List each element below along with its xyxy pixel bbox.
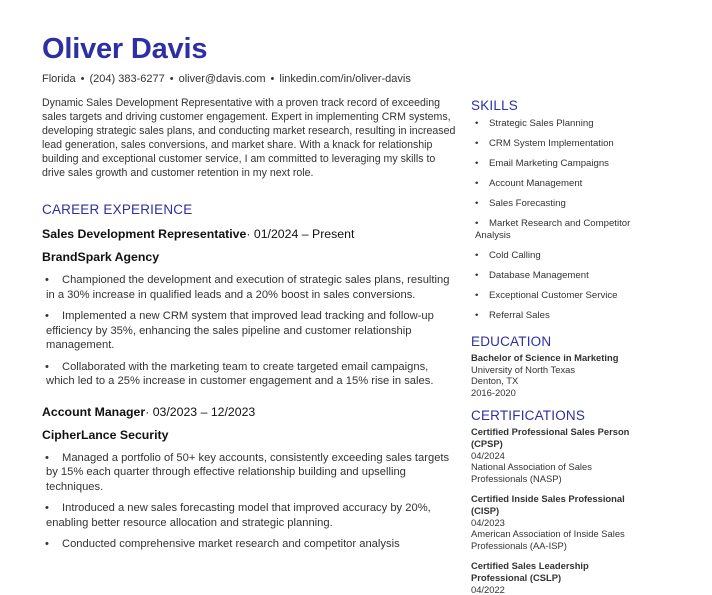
bullet-dot: • bbox=[475, 270, 479, 281]
certification-entry bbox=[471, 493, 636, 551]
job-bullet: • Implemented a new CRM system that improved lead tracking and follow-up efficiency by 35%, enhancing the sales pipeline and customer relationship management. bbox=[45, 310, 434, 351]
certification-date: 04/2023 bbox=[471, 516, 505, 528]
job-bullet: • Collaborated with the marketing team to create targeted email campaigns, which led to a 25% increase in customer engagement and a 15% rise in sales. bbox=[45, 360, 434, 387]
bullet-dot: • bbox=[475, 178, 479, 189]
certification-entry bbox=[471, 426, 636, 484]
job-dates: · 01/2024 – Present bbox=[246, 227, 355, 241]
certification-issuer: American Association of Inside Sales Professionals (AA-ISP) bbox=[471, 528, 625, 551]
bullet-dot: • bbox=[475, 250, 479, 261]
sidebar-column bbox=[471, 98, 636, 595]
job-bullet: • Introduced a new sales forecasting model that improved accuracy by 20%, enabling better resource allocation and strategic planning. bbox=[45, 502, 431, 529]
contact-separator: • bbox=[270, 73, 275, 85]
job-role: Account Manager bbox=[42, 404, 146, 419]
job-bullets bbox=[42, 451, 456, 552]
certification-name: Certified Professional Sales Person (CPSP) bbox=[471, 426, 630, 449]
job-company: CipherLance Security bbox=[42, 427, 169, 442]
job-company: BrandSpark Agency bbox=[42, 250, 160, 264]
bullet-dot: • bbox=[45, 451, 49, 464]
skill-item: • Database Management bbox=[475, 270, 589, 281]
skill-item: • Market Research and Competitor Analysis bbox=[475, 218, 631, 241]
contact-linkedin: linkedin.com/in/oliver-davis bbox=[279, 73, 411, 85]
skill-item: • Strategic Sales Planning bbox=[475, 118, 594, 129]
certification-name: Certified Sales Leadership Professional (CSLP) bbox=[471, 560, 589, 583]
skill-item: • Exceptional Customer Service bbox=[475, 290, 618, 301]
job-bullet: • Championed the development and execution of strategic sales plans, resulting in a 30% increase in qualified leads and a 20% boost in sales conversions. bbox=[45, 274, 450, 301]
bullet-dot: • bbox=[45, 310, 49, 322]
job-role: Sales Development Representative bbox=[42, 227, 247, 241]
skill-item: • Sales Forecasting bbox=[475, 198, 566, 209]
contact-phone: (204) 383-6277 bbox=[89, 73, 165, 85]
education-heading: EDUCATION bbox=[471, 334, 552, 349]
job-bullet: • Managed a portfolio of 50+ key accounts, consistently exceeding sales targets by 15% each quarter through effective relationship building and upselling techniques. bbox=[45, 451, 450, 493]
skill-item: • Email Marketing Campaigns bbox=[475, 158, 609, 169]
bullet-dot: • bbox=[45, 274, 49, 286]
job-title-line bbox=[42, 227, 456, 241]
candidate-name: Oliver Davis bbox=[42, 33, 208, 65]
education-location: Denton, TX bbox=[471, 375, 519, 387]
certification-date: 04/2022 bbox=[471, 583, 505, 595]
job-entry bbox=[42, 227, 456, 389]
experience-heading: CAREER EXPERIENCE bbox=[42, 202, 193, 217]
education-entry bbox=[471, 352, 636, 398]
skill-item: • Referral Sales bbox=[475, 310, 550, 321]
bullet-dot: • bbox=[475, 138, 479, 149]
contact-separator: • bbox=[80, 73, 85, 85]
bullet-dot: • bbox=[475, 158, 479, 169]
contact-email: oliver@davis.com bbox=[178, 73, 266, 85]
bullet-dot: • bbox=[475, 198, 479, 209]
certification-entry bbox=[471, 560, 636, 595]
bullet-dot: • bbox=[475, 218, 479, 229]
certification-name: Certified Inside Sales Professional (CISP) bbox=[471, 493, 625, 516]
bullet-dot: • bbox=[45, 538, 49, 550]
bullet-dot: • bbox=[475, 118, 479, 129]
job-entry bbox=[42, 405, 456, 552]
skill-item: • Account Management bbox=[475, 178, 583, 189]
bullet-dot: • bbox=[475, 290, 479, 301]
contact-separator: • bbox=[169, 73, 174, 85]
job-title-line bbox=[42, 405, 456, 419]
bullet-dot: • bbox=[45, 360, 49, 373]
certification-date: 04/2024 bbox=[471, 449, 505, 461]
job-bullets bbox=[42, 273, 456, 389]
education-degree: Bachelor of Science in Marketing bbox=[471, 352, 619, 363]
bullet-dot: • bbox=[475, 310, 479, 321]
job-dates: · 03/2023 – 12/2023 bbox=[145, 404, 256, 419]
education-years: 2016-2020 bbox=[471, 386, 516, 398]
certification-issuer: National Association of Sales Professionals (NASP) bbox=[471, 461, 592, 484]
skills-heading: SKILLS bbox=[471, 98, 518, 113]
summary-paragraph: Dynamic Sales Development Representative with a proven track record of exceeding sales targets and driving customer engagement. Expert in implementing CRM systems, developing strategic sales plans, and conducting market research, resulting in increased lead generation, sales conversions, and market share. With a knack for relationship building and exceptional customer service, I am committed to leveraging my skills to drive sales growth and customer retention in my next role. bbox=[42, 97, 456, 179]
skill-item: • Cold Calling bbox=[475, 250, 541, 261]
contact-location: Florida bbox=[42, 73, 76, 85]
skill-item: • CRM System Implementation bbox=[475, 138, 614, 149]
skills-list bbox=[471, 118, 636, 322]
main-column bbox=[42, 96, 456, 559]
education-school: University of North Texas bbox=[471, 363, 576, 375]
contact-line bbox=[42, 73, 411, 85]
job-bullet: • Conducted comprehensive market research and competitor analysis bbox=[45, 538, 400, 550]
bullet-dot: • bbox=[45, 502, 49, 514]
certifications-heading: CERTIFICATIONS bbox=[471, 408, 586, 424]
